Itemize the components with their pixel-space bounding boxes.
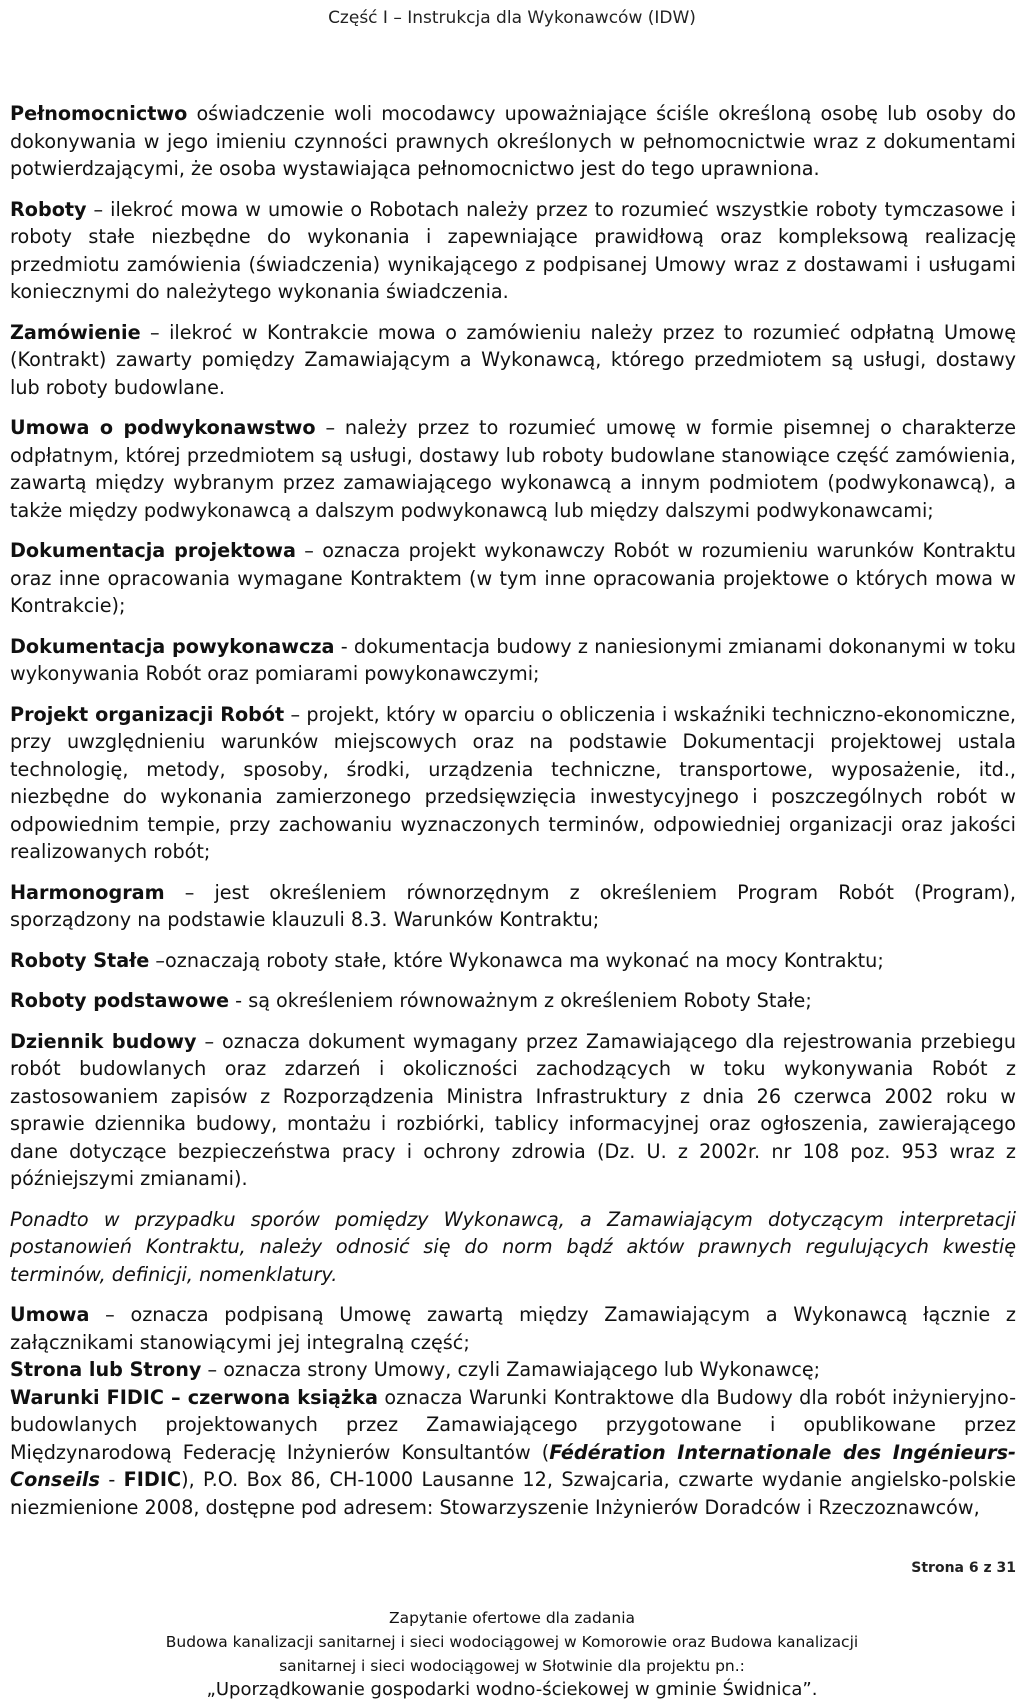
definition-separator: – (140, 320, 170, 344)
definition-text: oświadczenie woli mocodawcy upoważniające ściśle określoną osobę lub osoby do dokonywania w jego imieniu czynności prawnych określonych w pełnomocnictwie wraz z dokumentami potwierdzającymi, że osoba wystawiająca pełnomocnictwo jest do tego uprawniona. (10, 102, 1016, 180)
definition-text: ilekroć w Kontrakcie mowa o zamówieniu należy przez to rozumieć odpłatną Umowę (Kontrakt) zawarty pomiędzy Zamawiającym a Wykonawcą, którego przedmiotem są usługi, dostawy lub roboty budowlane. (10, 320, 1016, 399)
definition-text: projekt, który w oparciu o obliczenia i wskaźniki techniczno-ekonomiczne, przy uwzględnieniu warunków miejscowych oraz na podstawie Dokumentacji projektowej ustala technologię, metody, sposoby, środki, urządzenia techniczne, transportowe, wyposażenie, itd., niezbędne do wykonania zamierzonego przedsięwzięcia inwestycyjnego i poszczególnych robót w odpowiednim tempie, przy zachowaniu wyznaczonych terminów, odpowiedniej organizacji oraz jakości realizowanych robót; (10, 702, 1016, 863)
definition-entry (10, 1356, 1016, 1384)
definition-text: są określeniem równoważnym z określeniem Roboty Stałe; (248, 989, 812, 1012)
definition-text: oznacza strony Umowy, czyli Zamawiającego lub Wykonawcę; (223, 1358, 821, 1381)
definition-entry (10, 319, 1016, 402)
definition-separator: - (334, 634, 354, 658)
definitions-list (10, 100, 1016, 1193)
definition-separator: – (284, 702, 307, 726)
definition-entry (10, 879, 1016, 934)
page-number: Strona 6 z 31 (911, 1560, 1016, 1576)
definition-text: należy przez to rozumieć umowę w formie pisemnej o charakterze odpłatnym, której przedmiotem są usługi, dostawy lub roboty budowlane stanowiące część zamówienia, zawartą między wybranym przez zamawiającego wykonawcą a innym podmiotem (podwykonawcą), a także między podwykonawcą a dalszym podwykonawcą lub między dalszymi podwykonawcami; (10, 416, 1017, 522)
definition-entry (10, 537, 1016, 620)
definition-entry (10, 947, 1016, 975)
definition-text: oznaczają roboty stałe, które Wykonawca ma wykonać na mocy Kontraktu; (165, 948, 884, 972)
definition-separator: – (201, 1358, 224, 1381)
definition-term: Projekt organizacji Robót (10, 702, 285, 726)
definition-entry (10, 701, 1016, 866)
definition-separator: – (164, 880, 215, 904)
footer-line: Zapytanie ofertowe dla zadania (388, 1609, 636, 1627)
definition-term: Dziennik budowy (10, 1029, 197, 1053)
definition-entry (10, 414, 1016, 524)
definition-text: oznacza dokument wymagany przez Zamawiającego dla rejestrowania przebiegu robót budowlanych oraz zdarzeń i okoliczności zachodzących w toku wykonywania Robót z zastosowaniem zapisów z Rozporządzenia Ministra Infrastruktury z dnia 26 czerwca 2002 roku w sprawie dziennika budowy, montażu i rozbiórki, tablicy informacyjnej oraz ogłoszenia, zawierającego dane dotyczące bezpieczeństwa pracy i ochrony zdrowia (Dz. U. z 2002r. nr 108 poz. 953 wraz z późniejszymi zmianami). (10, 1029, 1017, 1190)
definition-text: oznacza Warunki Kontraktowe dla Budowy dla robót inżynieryjno-budowlanych projektowanych przez Zamawiającego przygotowane i opublikowane przez Międzynarodową Federację Inżynierów Konsultantów ( (10, 1385, 1016, 1464)
definition-text-cont: ), P.O. Box 86, CH-1000 Lausanne 12, Szwajcaria, czwarte wydanie angielsko-polskie niezmienione 2008, dostępne pod adresem: Stowarzyszenie Inżynierów Doradców i Rzeczoznawców, (10, 1468, 1017, 1519)
page-footer (0, 1606, 1024, 1702)
note-paragraph: Ponadto w przypadku sporów pomiędzy Wykonawcą, a Zamawiającym dotyczącym interpretacji postanowień Kontraktu, należy odnosić się do norm bądź aktów prawnych regulujących kwestię terminów, definicji, nomenklatury. (10, 1207, 1016, 1286)
definition-term: Roboty (10, 197, 87, 221)
definition-entry (10, 1028, 1016, 1193)
definition-separator: – (315, 416, 345, 439)
definition-term: Dokumentacja projektowa (10, 539, 296, 562)
definition-separator: – (86, 197, 111, 221)
definition-term: Warunki FIDIC – czerwona książka (10, 1385, 378, 1409)
definition-term: Pełnomocnictwo (10, 102, 188, 125)
definition-term: Roboty podstawowe (10, 989, 230, 1012)
definitions-list-2 (10, 1301, 1016, 1384)
footer-line: sanitarnej i sieci wodociągowej w Słotwinie dla projektu pn.: (279, 1657, 745, 1675)
document-body (10, 100, 1016, 1534)
definition-term: Umowa (10, 1303, 90, 1326)
definition-separator: – (149, 948, 166, 972)
definition-separator: – (295, 539, 323, 562)
definition-term: Harmonogram (10, 880, 165, 904)
definition-separator: - (229, 989, 249, 1012)
definition-text: oznacza projekt wykonawczy Robót w rozumieniu warunków Kontraktu oraz inne opracowania wymagane Kontraktem (w tym inne opracowania projektowe o których mowa w Kontrakcie); (10, 539, 1016, 617)
fidic-acronym: FIDIC (123, 1468, 182, 1491)
definition-term: Dokumentacja powykonawcza (10, 634, 335, 658)
definition-term: Zamówienie (10, 320, 141, 344)
definition-text: jest określeniem równorzędnym z określeniem Program Robót (Program), sporządzony na podstawie klauzuli 8.3. Warunków Kontraktu; (10, 880, 1016, 931)
definition-entry (10, 633, 1016, 688)
definition-separator: – (196, 1029, 223, 1053)
footer-line: „Uporządkowanie gospodarki wodno-ściekowej w gminie Świdnica”. (206, 1679, 818, 1700)
fidic-name-italic: Fédération Internationale des Ingénieurs-Conseils (10, 1440, 1017, 1491)
fidic-sep: - (99, 1468, 124, 1491)
definition-fidic (10, 1384, 1016, 1522)
definition-entry (10, 987, 1016, 1015)
page-header: Część I – Instrukcja dla Wykonawców (IDW) (328, 8, 696, 28)
definition-text: oznacza podpisaną Umowę zawartą między Zamawiającym a Wykonawcą łącznie z załącznikami stanowiącymi jej integralną część; (10, 1303, 1016, 1354)
definition-term: Umowa o podwykonawstwo (10, 416, 316, 439)
definition-text: ilekroć mowa w umowie o Robotach należy przez to rozumieć wszystkie roboty tymczasowe i roboty stałe niezbędne do wykonania i zapewniające prawidłową oraz kompleksową realizację przedmiotu zamówienia (świadczenia) wynikającego z podpisanej Umowy wraz z dostawami i usługami koniecznymi do należytego wykonania świadczenia. (10, 197, 1017, 303)
definition-text: dokumentacja budowy z naniesionymi zmianami dokonanymi w toku wykonywania Robót oraz pomiarami powykonawczymi; (10, 634, 1017, 685)
definition-separator: – (89, 1303, 131, 1326)
definition-term: Roboty Stałe (10, 948, 150, 972)
definition-entry (10, 1301, 1016, 1356)
definition-entry (10, 196, 1016, 306)
definition-term: Strona lub Strony (10, 1358, 202, 1381)
footer-line: Budowa kanalizacji sanitarnej i sieci wodociągowej w Komorowie oraz Budowa kanalizacji (165, 1633, 859, 1651)
definition-entry (10, 100, 1016, 183)
